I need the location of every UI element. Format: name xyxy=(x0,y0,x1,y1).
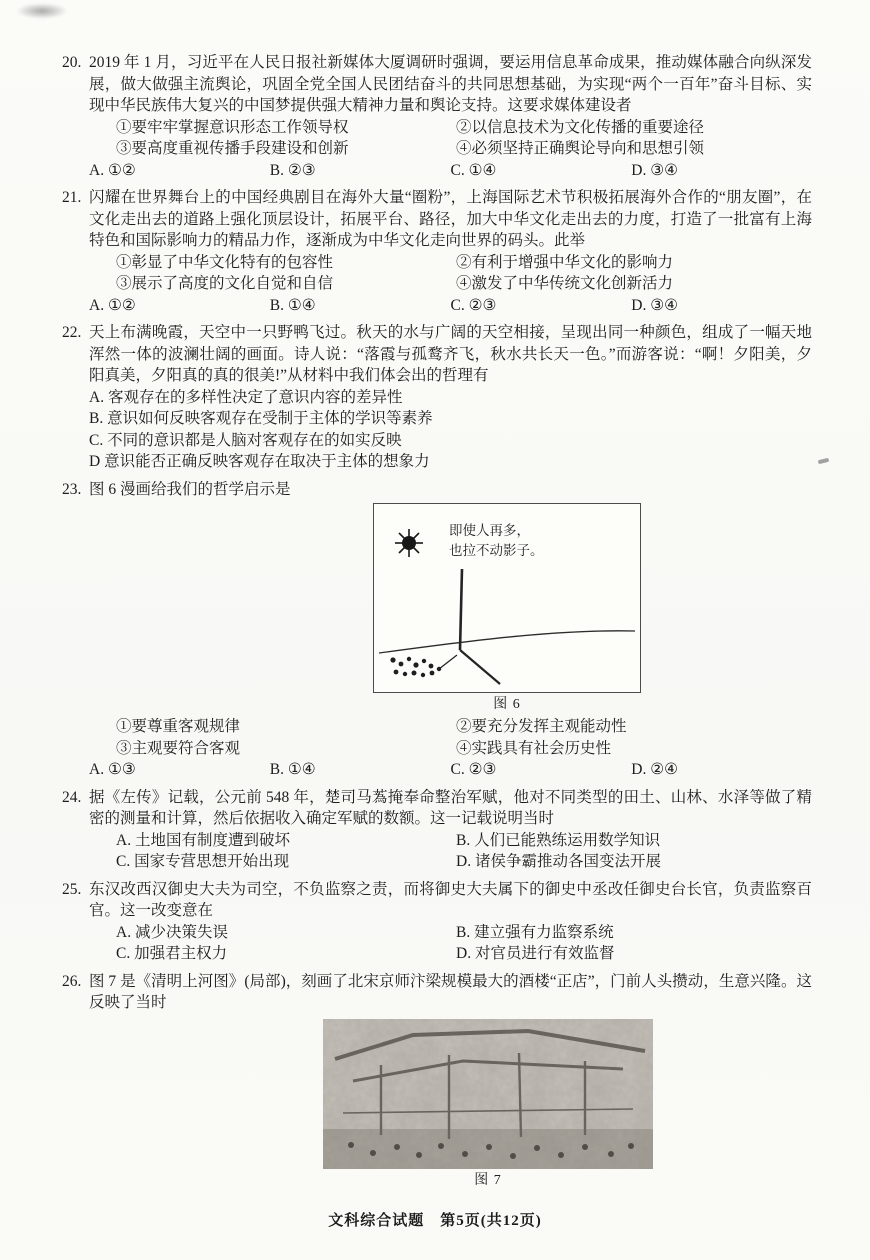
figure-6-block xyxy=(373,503,641,714)
statement-row xyxy=(89,117,812,139)
question-26 xyxy=(62,971,812,1190)
question-25 xyxy=(62,879,812,965)
choice-c: C. 加强君主权力 xyxy=(116,945,228,962)
option-b: B. 意识如何反映客观存在受制于主体的学识等素养 xyxy=(89,410,433,427)
choice-b: B. 人们已能熟练运用数学知识 xyxy=(456,831,661,849)
choice-b: B. ①④ xyxy=(269,296,316,314)
figure-6 xyxy=(373,503,641,714)
choice-pair-row xyxy=(89,922,812,944)
question-number: 21. xyxy=(62,189,82,206)
question-number: 22. xyxy=(62,324,82,341)
question-stem: 2019 年 1 月，习近平在人民日报社新媒体大厦调研时强调，要运用信息革命成果，推动媒体融合向纵深发展，做大做强主流舆论，巩固全党全国人民团结奋斗的共同思想基础，为实现“两个一百年”奋斗目标、实现中华民族伟大复兴的中国梦提供强大精神力量和舆论支持。这要求媒体建设者 xyxy=(89,54,812,114)
statement-row xyxy=(89,138,812,160)
question-stem: 东汉改西汉御史大夫为司空，不负监察之责，而将御史大夫属下的御史中丞改任御史台长官，负责监察百官。这一改变意在 xyxy=(89,880,812,919)
figure-6-caption: 图 6 xyxy=(493,697,521,712)
choice-c: C. 国家专营思想开始出现 xyxy=(116,853,290,870)
figure-7-block xyxy=(323,1019,653,1190)
question-number: 25. xyxy=(62,880,82,898)
option-d: D 意识能否正确反映客观存在取决于主体的想象力 xyxy=(89,453,430,470)
figure-7-painting xyxy=(323,1019,653,1169)
question-22 xyxy=(62,322,812,473)
statement-4: ④实践具有社会历史性 xyxy=(456,739,612,757)
question-number: 23. xyxy=(62,480,82,498)
choice-b: B. ①④ xyxy=(269,761,316,778)
choice-a: A. ①③ xyxy=(89,761,136,778)
figure-6-illustration xyxy=(373,503,641,693)
statement-1: ①要尊重客观规律 xyxy=(116,718,241,735)
choice-d: D. ③④ xyxy=(631,296,678,314)
option-c: C. 不同的意识都是人脑对客观存在的如实反映 xyxy=(89,431,402,449)
question-20 xyxy=(62,52,812,181)
choice-d: D. ③④ xyxy=(631,161,678,179)
choice-b: B. ②③ xyxy=(269,161,316,179)
choice-d: D. 诸侯争霸推动各国变法开展 xyxy=(456,853,661,870)
option-list xyxy=(89,387,812,473)
question-24 xyxy=(62,787,812,873)
choice-b: B. 建立强有力监察系统 xyxy=(456,923,614,941)
statement-3: ③主观要符合客观 xyxy=(116,739,241,757)
scribble-sun-icon xyxy=(395,529,423,557)
statement-3: ③要高度重视传播手段建设和创新 xyxy=(116,140,349,157)
choices-row xyxy=(89,295,812,317)
question-stem: 图 6 漫画给我们的哲学启示是 xyxy=(89,480,291,498)
choices-row xyxy=(89,160,812,182)
statement-2: ②要充分发挥主观能动性 xyxy=(456,718,627,735)
statement-4: ④必须坚持正确舆论导向和思想引领 xyxy=(456,140,705,157)
statement-row xyxy=(89,252,812,274)
choice-a: A. ①② xyxy=(89,296,136,314)
choice-c: C. ②③ xyxy=(450,761,497,778)
statement-3: ③展示了高度的文化自觉和自信 xyxy=(116,275,334,292)
choice-a: A. 减少决策失误 xyxy=(116,923,228,941)
figure-6-speech-line-1: 即使人再多， xyxy=(449,523,530,538)
figure-7-caption: 图 7 xyxy=(474,1172,502,1188)
exam-content xyxy=(62,52,812,1196)
question-stem: 天上布满晚霞，天空中一只野鸭飞过。秋天的水与广阔的天空相接，呈现出同一种颜色，组成了一幅天地浑然一体的波澜壮阔的画面。诗人说：“落霞与孤鹜齐飞，秋水共长天一色。”而游客说：“啊！夕阳美，夕阳真美，夕阳真的真的很美!”从材料中我们体会出的哲理有 xyxy=(89,324,812,384)
choice-c: C. ①④ xyxy=(450,161,497,179)
question-stem: 闪耀在世界舞台上的中国经典剧目在海外大量“圈粉”，上海国际艺术节积极拓展海外合作的“朋友圈”，在文化走出去的道路上强化顶层设计，拓展平台、路径，加大中华文化走出去的力度，打造了一批富有上海特色和国际影响力的精品力作，逐渐成为中华文化走向世界的码头。此举 xyxy=(89,189,812,249)
choice-pair-row xyxy=(89,943,812,965)
question-21 xyxy=(62,187,812,316)
choice-a: A. ①② xyxy=(89,161,136,179)
option-a: A. 客观存在的多样性决定了意识内容的差异性 xyxy=(89,388,403,406)
choice-a: A. 土地国有制度遭到破坏 xyxy=(116,831,290,849)
figure-7 xyxy=(323,1019,653,1190)
statement-2: ②有利于增强中华文化的影响力 xyxy=(456,253,674,271)
choice-d: D. 对官员进行有效监督 xyxy=(456,945,615,962)
question-23 xyxy=(62,479,812,781)
page-footer: 文科综合试题 第5页(共12页) xyxy=(328,1212,542,1229)
question-number: 20. xyxy=(62,54,82,71)
statement-row xyxy=(89,716,812,738)
question-number: 24. xyxy=(62,788,82,806)
statement-row xyxy=(89,273,812,295)
choice-d: D. ②④ xyxy=(631,761,678,778)
choices-row xyxy=(89,759,812,781)
statement-1: ①彰显了中华文化特有的包容性 xyxy=(116,253,334,271)
question-number: 26. xyxy=(62,972,82,990)
figure-6-speech-line-2: 也拉不动影子。 xyxy=(449,543,544,558)
statement-row xyxy=(89,738,812,760)
choice-pair-row xyxy=(89,851,812,873)
statement-2: ②以信息技术为文化传播的重要途径 xyxy=(456,118,705,136)
scan-artifact xyxy=(818,458,830,465)
statement-1: ①要牢牢掌握意识形态工作领导权 xyxy=(116,118,349,136)
question-stem: 据《左传》记载，公元前 548 年，楚司马蒍掩奉命整治军赋，他对不同类型的田土、山林、水泽等做了精密的测量和计算，然后依据收入确定军赋的数额。这一记载说明当时 xyxy=(89,788,812,827)
statement-4: ④激发了中华传统文化创新活力 xyxy=(456,275,674,292)
choice-c: C. ②③ xyxy=(450,296,497,314)
question-stem: 图 7 是《清明上河图》(局部)，刻画了北宋京师汴梁规模最大的酒楼“正店”，门前人头攒动，生意兴隆。这反映了当时 xyxy=(89,972,812,1011)
choice-pair-row xyxy=(89,830,812,852)
scan-artifact xyxy=(16,3,68,19)
